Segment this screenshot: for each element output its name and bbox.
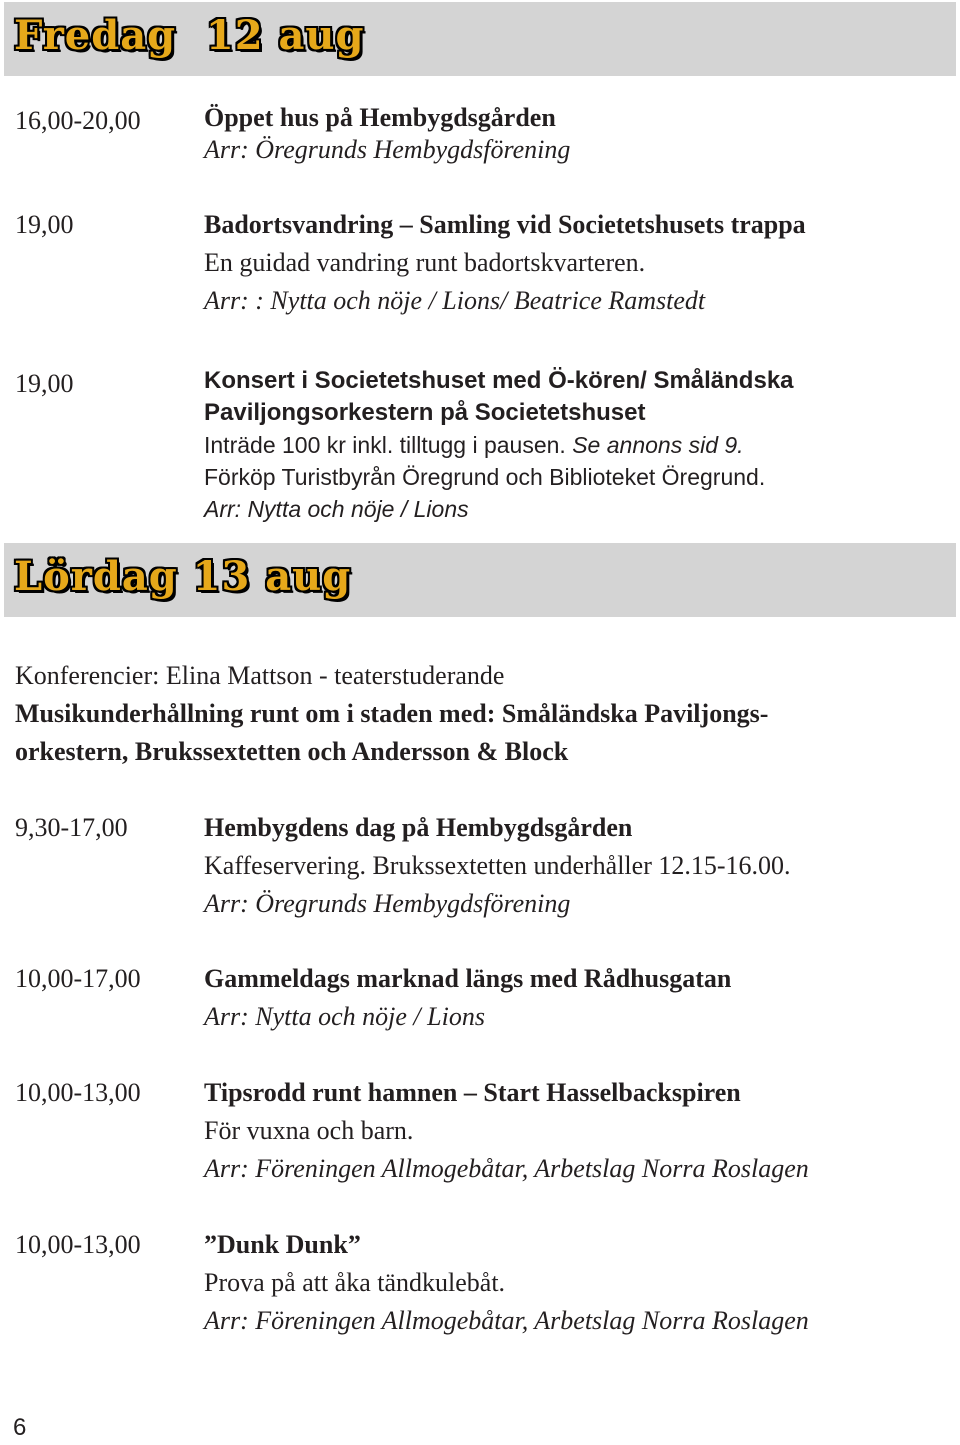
event-content: [204, 809, 949, 923]
event-time: 19,00: [15, 369, 74, 398]
event-description: [204, 429, 949, 461]
event-organizer: Arr: Öregrunds Hembygdsförening: [204, 135, 571, 164]
event-description-text: Inträde 100 kr inkl. tilltugg i pausen.: [204, 432, 566, 458]
event-title: Konsert i Societetshuset med Ö-kören/ Småländska: [204, 367, 794, 394]
event-title: Badortsvandring – Samling vid Societetshusets trappa: [204, 210, 806, 239]
day-title: Fredag 12 aug: [14, 12, 365, 59]
music-info: orkestern, Brukssextetten och Andersson & Block: [15, 737, 569, 766]
event-time: 10,00-17,00: [15, 964, 141, 993]
event-content: [204, 960, 949, 1036]
day-intro: [15, 657, 945, 771]
event-content: [204, 102, 949, 166]
event-description: Kaffeservering. Brukssextetten underhåller 12.15-16.00.: [204, 851, 791, 880]
event-time: 19,00: [15, 210, 74, 239]
event-title: Hembygdens dag på Hembygdsgården: [204, 813, 633, 842]
event-organizer: Arr: Föreningen Allmogebåtar, Arbetslag Norra Roslagen: [204, 1306, 809, 1335]
day-header-friday: [4, 2, 956, 76]
event-organizer: Arr: : Nytta och nöje / Lions/ Beatrice Ramstedt: [204, 286, 706, 315]
event-time: 10,00-13,00: [15, 1078, 141, 1107]
event-description: Förköp Turistbyrån Öregrund och Biblioteket Öregrund.: [204, 464, 766, 490]
konferencier-text: Konferencier: Elina Mattson - teaterstuderande: [15, 661, 505, 690]
event-time: 10,00-13,00: [15, 1230, 141, 1259]
event-title: ”Dunk Dunk”: [204, 1230, 361, 1259]
event-ad-reference: Se annons sid 9.: [572, 432, 744, 458]
event-description: En guidad vandring runt badortskvarteren.: [204, 248, 646, 277]
event-content: [204, 1074, 949, 1188]
day-header-saturday: [4, 543, 956, 617]
day-title: Lördag 13 aug: [14, 553, 352, 600]
event-description: För vuxna och barn.: [204, 1116, 414, 1145]
event-content: [204, 365, 949, 525]
page-number: 6: [13, 1414, 27, 1441]
event-description: Prova på att åka tändkulebåt.: [204, 1268, 506, 1297]
event-time: 16,00-20,00: [15, 106, 141, 135]
event-organizer: Arr: Öregrunds Hembygdsförening: [204, 889, 571, 918]
event-organizer: Arr: Nytta och nöje / Lions: [204, 1002, 485, 1031]
event-organizer: Arr: Föreningen Allmogebåtar, Arbetslag Norra Roslagen: [204, 1154, 809, 1183]
event-content: [204, 1226, 949, 1340]
music-info: Musikunderhållning runt om i staden med: Småländska Paviljongs-: [15, 699, 769, 728]
event-time: 9,30-17,00: [15, 813, 128, 842]
event-title: Gammeldags marknad längs med Rådhusgatan: [204, 964, 732, 993]
event-organizer: Arr: Nytta och nöje / Lions: [204, 496, 469, 522]
event-title: Paviljongsorkestern på Societetshuset: [204, 399, 646, 426]
event-content: [204, 206, 949, 320]
event-title: Öppet hus på Hembygdsgården: [204, 103, 556, 132]
event-title: Tipsrodd runt hamnen – Start Hasselbackspiren: [204, 1078, 741, 1107]
